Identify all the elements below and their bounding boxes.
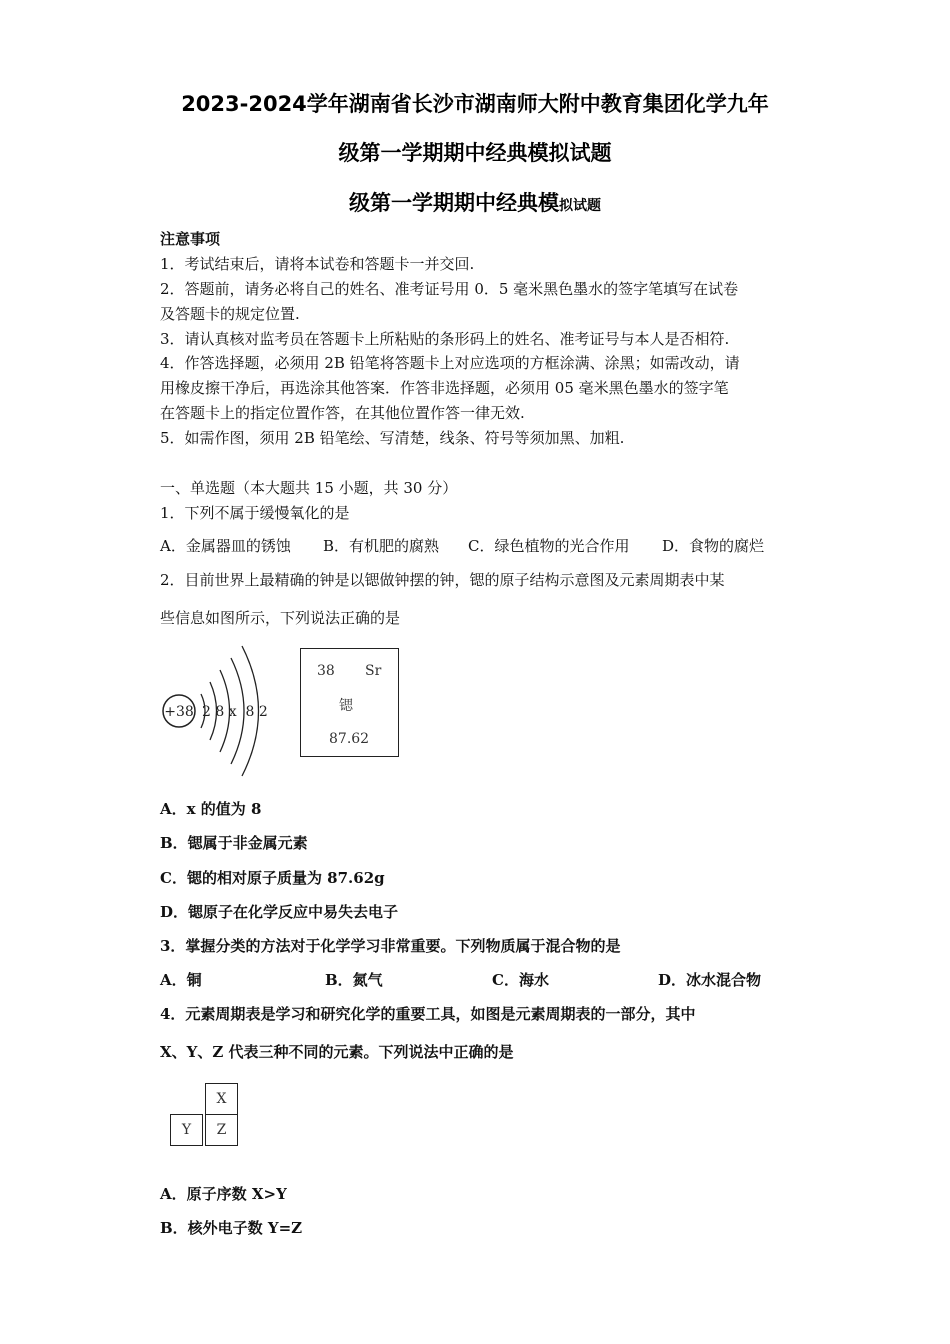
element-symbol: Sr: [365, 663, 382, 679]
notice-heading: 注意事项: [160, 230, 221, 248]
notice-line: 1．考试结束后，请将本试卷和答题卡一并交回.: [160, 255, 475, 273]
periodic-cell-z: Z: [205, 1114, 238, 1146]
q2-option-b: B．锶属于非金属元素: [160, 834, 308, 852]
q1-stem: 1．下列不属于缓慢氧化的是: [160, 504, 350, 522]
q2-option-a: A．x 的值为 8: [160, 800, 262, 818]
q1-option-a: A．金属器皿的锈蚀: [160, 537, 291, 555]
q3-stem: 3．掌握分类的方法对于化学学习非常重要。下列物质属于混合物的是: [160, 937, 621, 955]
atomic-number: 38: [317, 663, 335, 679]
q4-option-b: B．核外电子数 Y=Z: [160, 1219, 303, 1237]
doc-title-line3-main: 级第一学期期中经典模: [349, 191, 559, 215]
q4-option-a: A．原子序数 X>Y: [160, 1185, 287, 1203]
notice-line: 2．答题前，请务必将自己的姓名、准考证号用 0．5 毫米黑色墨水的签字笔填写在试卷: [160, 280, 739, 298]
nucleus-charge: +38: [164, 704, 194, 720]
periodic-cell-y: Y: [170, 1114, 203, 1146]
q2-option-c: C．锶的相对原子质量为 87.62g: [160, 869, 385, 887]
doc-title-line3-small: 拟试题: [559, 198, 601, 214]
doc-title-line1: 2023-2024学年湖南省长沙市湖南师大附中教育集团化学九年: [181, 92, 769, 116]
q4-stem-line1: 4．元素周期表是学习和研究化学的重要工具，如图是元素周期表的一部分，其中: [160, 1005, 696, 1023]
notice-line: 5．如需作图，须用 2B 铅笔绘、写清楚，线条、符号等须加黑、加粗.: [160, 429, 625, 447]
notice-line: 4．作答选择题，必须用 2B 铅笔将答题卡上对应选项的方框涂满、涂黑；如需改动，请: [160, 354, 740, 372]
q3-option-b: B．氮气: [325, 971, 383, 989]
section-heading: 一、单选题（本大题共 15 小题，共 30 分）: [160, 479, 458, 497]
notice-line: 及答题卡的规定位置.: [160, 305, 300, 323]
q1-option-b: B．有机肥的腐熟: [323, 537, 440, 555]
doc-title-line3: [0, 187, 950, 217]
element-name: 锶: [339, 698, 353, 714]
q2-stem-line1: 2．目前世界上最精确的钟是以锶做钟摆的钟，锶的原子结构示意图及元素周期表中某: [160, 571, 725, 589]
shell-electron-counts: 2 8 x 8 2: [202, 704, 268, 720]
atom-structure-diagram: [155, 632, 285, 782]
doc-title-line2: 级第一学期期中经典模拟试题: [338, 141, 612, 165]
notice-line: 在答题卡上的指定位置作答，在其他位置作答一律无效.: [160, 404, 525, 422]
element-cell-sr: [300, 648, 399, 757]
notice-line: 3．请认真核对监考员在答题卡上所粘贴的条形码上的姓名、准考证号与本人是否相符.: [160, 330, 730, 348]
q1-option-c: C．绿色植物的光合作用: [468, 537, 630, 555]
periodic-cell-x: X: [205, 1083, 238, 1115]
q1-option-d: D．食物的腐烂: [662, 537, 765, 555]
q4-stem-line2: X、Y、Z 代表三种不同的元素。下列说法中正确的是: [160, 1043, 514, 1061]
q3-option-d: D．冰水混合物: [658, 971, 762, 989]
q3-option-a: A．铜: [160, 971, 202, 989]
q2-option-d: D．锶原子在化学反应中易失去电子: [160, 903, 399, 921]
notice-line: 用橡皮擦干净后，再选涂其他答案．作答非选择题，必须用 05 毫米黑色墨水的签字笔: [160, 379, 729, 397]
q3-option-c: C．海水: [492, 971, 549, 989]
atomic-mass: 87.62: [329, 731, 370, 747]
q2-stem-line2: 些信息如图所示，下列说法正确的是: [160, 609, 401, 627]
